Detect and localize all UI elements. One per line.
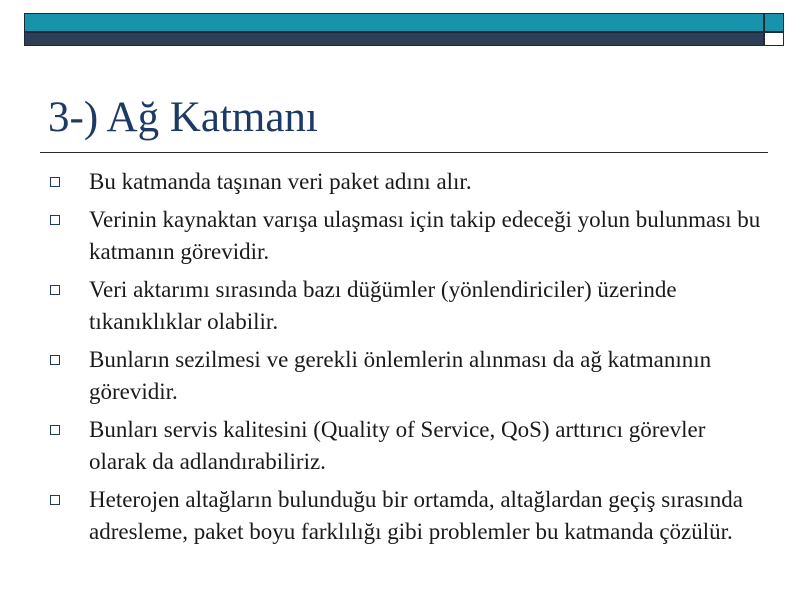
header-corner-square-top	[764, 13, 784, 32]
hollow-square-icon	[50, 355, 60, 365]
hollow-square-icon	[50, 177, 60, 187]
slide-title: 3-) Ağ Katmanı	[48, 94, 318, 141]
bullet-item	[44, 204, 764, 268]
hollow-square-icon	[50, 495, 60, 505]
bullet-text: Bu katmanda taşınan veri paket adını alır.	[89, 169, 472, 194]
hollow-square-icon	[50, 215, 60, 225]
bullet-text: Bunların sezilmesi ve gerekli önlemlerin alınması da ağ katmanının görevidir.	[89, 347, 712, 404]
header-bar-bottom	[24, 32, 764, 46]
bullet-list	[44, 166, 764, 554]
title-divider	[40, 152, 768, 153]
hollow-square-icon	[50, 285, 60, 295]
bullet-item	[44, 274, 764, 338]
bullet-text: Veri aktarımı sırasında bazı düğümler (yönlendiriciler) üzerinde tıkanıklıklar olabilir.	[89, 277, 677, 334]
bullet-text: Verinin kaynaktan varışa ulaşması için takip edeceği yolun bulunması bu katmanın görevidir.	[89, 207, 761, 264]
hollow-square-icon	[50, 425, 60, 435]
bullet-item	[44, 484, 764, 548]
header-corner-square-bottom	[764, 32, 784, 46]
bullet-text: Bunları servis kalitesini (Quality of Service, QoS) arttırıcı görevler olarak da adlandırabiliriz.	[89, 417, 706, 474]
bullet-item	[44, 414, 764, 478]
header-bar-top	[24, 13, 764, 32]
bullet-item	[44, 344, 764, 408]
bullet-text: Heterojen altağların bulunduğu bir ortamda, altağlardan geçiş sırasında adresleme, paket boyu farklılığı gibi problemler bu katmanda çözülür.	[89, 487, 743, 544]
bullet-item	[44, 166, 764, 198]
